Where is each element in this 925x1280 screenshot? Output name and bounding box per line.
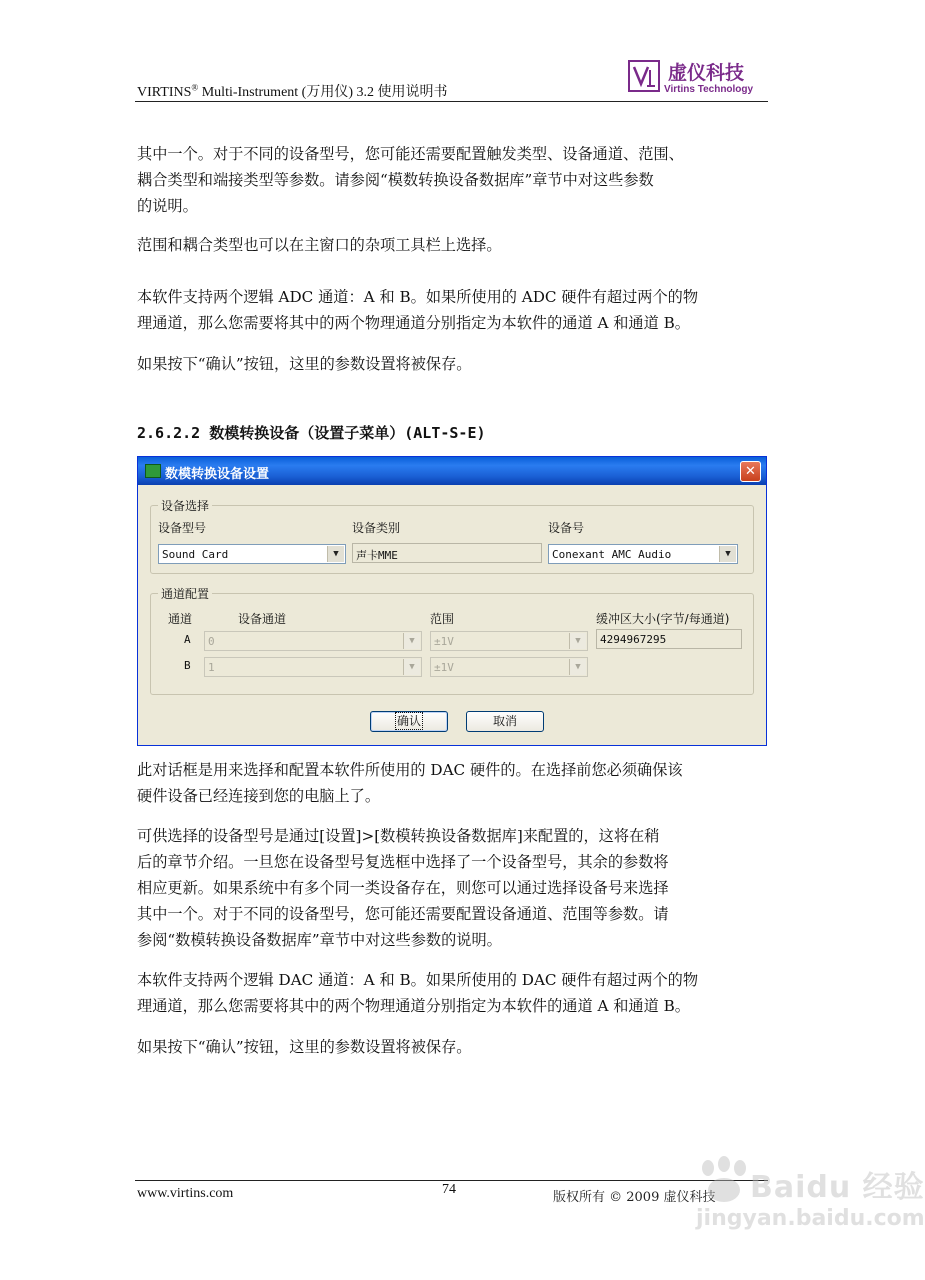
paragraph-line: 的说明。 (137, 197, 198, 215)
buffer-size-field (596, 629, 742, 649)
close-icon[interactable]: ✕ (740, 461, 761, 482)
ok-button[interactable] (370, 711, 448, 732)
paragraph-adc-channels (137, 284, 769, 336)
cancel-button-label: 取消 (492, 714, 517, 728)
paragraph-dac-intro (137, 757, 769, 809)
paragraph-line: 范围和耦合类型也可以在主窗口的杂项工具栏上选择。 (137, 236, 502, 254)
device-number-label: 设备号 (548, 521, 585, 535)
channel-a-range-value: ±1V (434, 635, 454, 648)
channel-b-device-channel-select[interactable] (204, 657, 422, 677)
dialog-titlebar[interactable] (138, 457, 766, 485)
channel-b-range-select[interactable] (430, 657, 588, 677)
chevron-down-icon[interactable]: ▼ (569, 659, 586, 675)
channel-a-range-select[interactable] (430, 631, 588, 651)
chevron-down-icon[interactable]: ▼ (719, 546, 736, 562)
dialog-title: 数模转换设备设置 (165, 467, 270, 482)
header-brand: VIRTINS (137, 85, 192, 100)
paragraph-line: 如果按下“确认”按钮，这里的参数设置将被保存。 (137, 355, 472, 373)
paragraph-line: 如果按下“确认”按钮，这里的参数设置将被保存。 (137, 1038, 472, 1056)
cancel-button[interactable] (466, 711, 544, 732)
window-app-icon (145, 464, 161, 478)
channel-a-device-channel-select[interactable] (204, 631, 422, 651)
document-header-title (137, 81, 448, 101)
paragraph-dac-database (137, 823, 769, 953)
paragraph-line: 理通道，那么您需要将其中的两个物理通道分别指定为本软件的通道 A 和通道 B。 (137, 997, 690, 1015)
watermark-main-text: Baidu 经验 (750, 1170, 925, 1205)
paragraph-line: 参阅“数模转换设备数据库”章节中对这些参数的说明。 (137, 931, 502, 949)
paragraph-line: 此对话框是用来选择和配置本软件所使用的 DAC 硬件的。在选择前您必须确保该 (137, 761, 683, 779)
paragraph-adc-intro (137, 141, 769, 219)
channel-column-header: 通道 (168, 612, 193, 626)
paragraph-line: 硬件设备已经连接到您的电脑上了。 (137, 787, 380, 805)
paragraph-line: 其中一个。对于不同的设备型号，您可能还需要配置设备通道、范围等参数。请 (137, 905, 669, 923)
channel-a-label: A (184, 633, 191, 646)
paragraph-save-note-dac (137, 1034, 769, 1060)
buffer-size-value: 4294967295 (600, 633, 667, 646)
header-subtitle: Multi-Instrument (万用仪) 3.2 使用说明书 (198, 85, 448, 100)
device-model-label: 设备型号 (158, 521, 207, 535)
device-channel-column-header: 设备通道 (238, 612, 287, 626)
watermark-url-text: jingyan.baidu.com (696, 1206, 925, 1231)
paragraph-line: 耦合类型和端接类型等参数。请参阅“模数转换设备数据库”章节中对这些参数 (137, 171, 654, 189)
channel-b-range-value: ±1V (434, 661, 454, 674)
paragraph-save-note (137, 351, 769, 377)
paragraph-line: 可供选择的设备型号是通过[设置]>[数模转换设备数据库]来配置的，这将在稍 (137, 827, 660, 845)
logo-chinese-name: 虚仪科技 (668, 62, 745, 84)
device-model-value: Sound Card (162, 548, 229, 561)
channel-a-device-channel-value: 0 (208, 635, 215, 648)
chevron-down-icon[interactable]: ▼ (327, 546, 344, 562)
paragraph-line: 相应更新。如果系统中有多个同一类设备存在，则您可以通过选择设备号来选择 (137, 879, 669, 897)
channel-b-device-channel-value: 1 (208, 661, 215, 674)
device-type-field (352, 543, 542, 563)
page-number: 74 (442, 1182, 456, 1197)
device-number-select[interactable] (548, 544, 738, 564)
buffer-size-column-header: 缓冲区大小(字节/每通道) (596, 612, 730, 626)
paragraph-range-coupling (137, 232, 769, 258)
paragraph-dac-channels (137, 967, 769, 1019)
device-type-label: 设备类别 (352, 521, 401, 535)
footer-website: www.virtins.com (137, 1186, 234, 1201)
paragraph-line: 其中一个。对于不同的设备型号，您可能还需要配置触发类型、设备通道、范围、 (137, 145, 684, 163)
device-selection-group-label: 设备选择 (158, 497, 212, 514)
dac-device-settings-dialog (137, 456, 767, 746)
section-heading: 2.6.2.2 数模转换设备（设置子菜单）(ALT-S-E) (137, 424, 486, 442)
logo-mark-icon (630, 62, 658, 90)
baidu-watermark (690, 1148, 925, 1248)
footer-copyright: 版权所有 © 2009 虚仪科技 (553, 1190, 716, 1205)
ok-button-label: 确认 (396, 714, 421, 728)
paragraph-line: 本软件支持两个逻辑 ADC 通道：A 和 B。如果所使用的 ADC 硬件有超过两个的物 (137, 288, 699, 306)
device-type-value: 声卡MME (356, 549, 398, 562)
range-column-header: 范围 (430, 612, 455, 626)
chevron-down-icon[interactable]: ▼ (403, 633, 420, 649)
device-number-value: Conexant AMC Audio (552, 548, 672, 561)
paw-icon (694, 1156, 754, 1206)
chevron-down-icon[interactable]: ▼ (403, 659, 420, 675)
paragraph-line: 本软件支持两个逻辑 DAC 通道：A 和 B。如果所使用的 DAC 硬件有超过两个的物 (137, 971, 699, 989)
device-model-select[interactable] (158, 544, 346, 564)
header-divider (135, 101, 768, 102)
channel-config-group-label: 通道配置 (158, 585, 212, 602)
logo-english-name: Virtins Technology (664, 84, 754, 95)
channel-b-label: B (184, 659, 191, 672)
registered-mark: ® (191, 82, 199, 93)
footer-divider (135, 1180, 768, 1181)
chevron-down-icon[interactable]: ▼ (569, 633, 586, 649)
virtins-logo-icon (628, 60, 660, 92)
paragraph-line: 后的章节介绍。一旦您在设备型号复选框中选择了一个设备型号，其余的参数将 (137, 853, 669, 871)
paragraph-line: 理通道，那么您需要将其中的两个物理通道分别指定为本软件的通道 A 和通道 B。 (137, 314, 690, 332)
